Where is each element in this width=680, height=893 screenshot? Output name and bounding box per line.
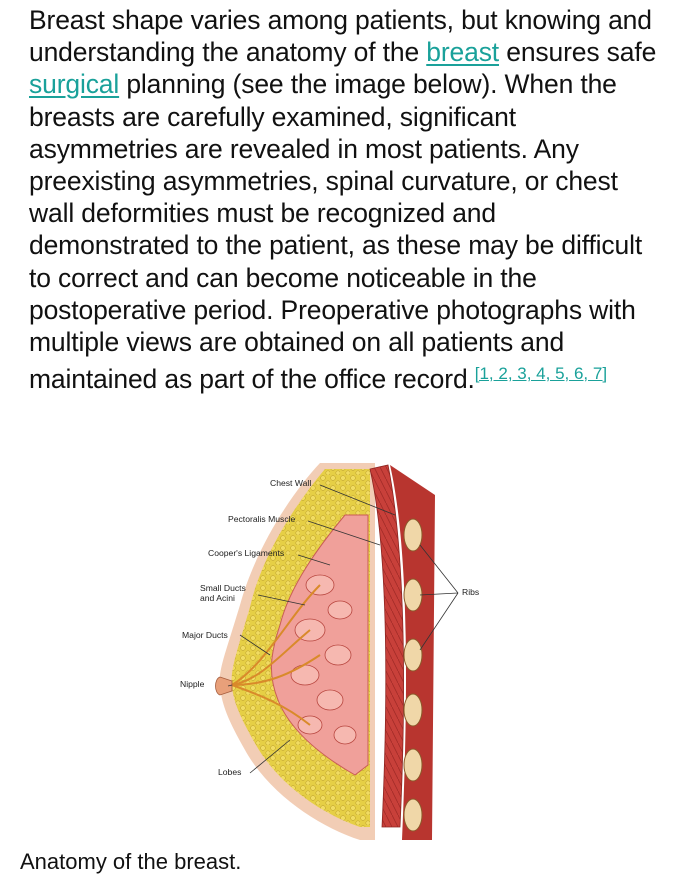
breast-anatomy-figure[interactable] <box>170 455 500 845</box>
label-lobes: Lobes <box>218 767 242 777</box>
citation-links[interactable]: [1, 2, 3, 4, 5, 6, 7] <box>474 364 608 384</box>
label-ribs: Ribs <box>462 587 480 597</box>
breast-anatomy-illustration <box>170 455 500 845</box>
label-coopers-ligaments: Cooper's Ligaments <box>208 548 285 558</box>
label-small-ducts: Small Ducts <box>200 583 246 593</box>
text-segment: ensures safe <box>499 37 657 68</box>
text-segment: planning (see the image below). When the breasts are carefully examined, significant asymmetries are revealed in most patients. Any preexisting asymmetries, spinal curvature, or chest wall deformities must be recognized and demonstrated to the patient, as these may be difficult to correct and can become noticeable in the postoperative period. Preoperative photographs with multiple views are obtained on all patients and maintained as part of the office record. <box>29 69 643 395</box>
label-nipple: Nipple <box>180 679 205 689</box>
article-paragraph <box>29 4 659 395</box>
breast-link[interactable]: breast <box>426 37 500 68</box>
surgical-link[interactable]: surgical <box>29 69 120 100</box>
figure-caption: Anatomy of the breast. <box>20 849 242 874</box>
pectoralis-muscle <box>370 465 404 827</box>
label-major-ducts: Major Ducts <box>182 630 228 640</box>
text-segment: Breast shape varies among patients, but knowing and understanding the anatomy of the <box>29 5 652 68</box>
label-and-acini: and Acini <box>200 593 235 603</box>
label-pectoralis-muscle: Pectoralis Muscle <box>228 514 296 524</box>
label-chest-wall: Chest Wall <box>270 478 312 488</box>
